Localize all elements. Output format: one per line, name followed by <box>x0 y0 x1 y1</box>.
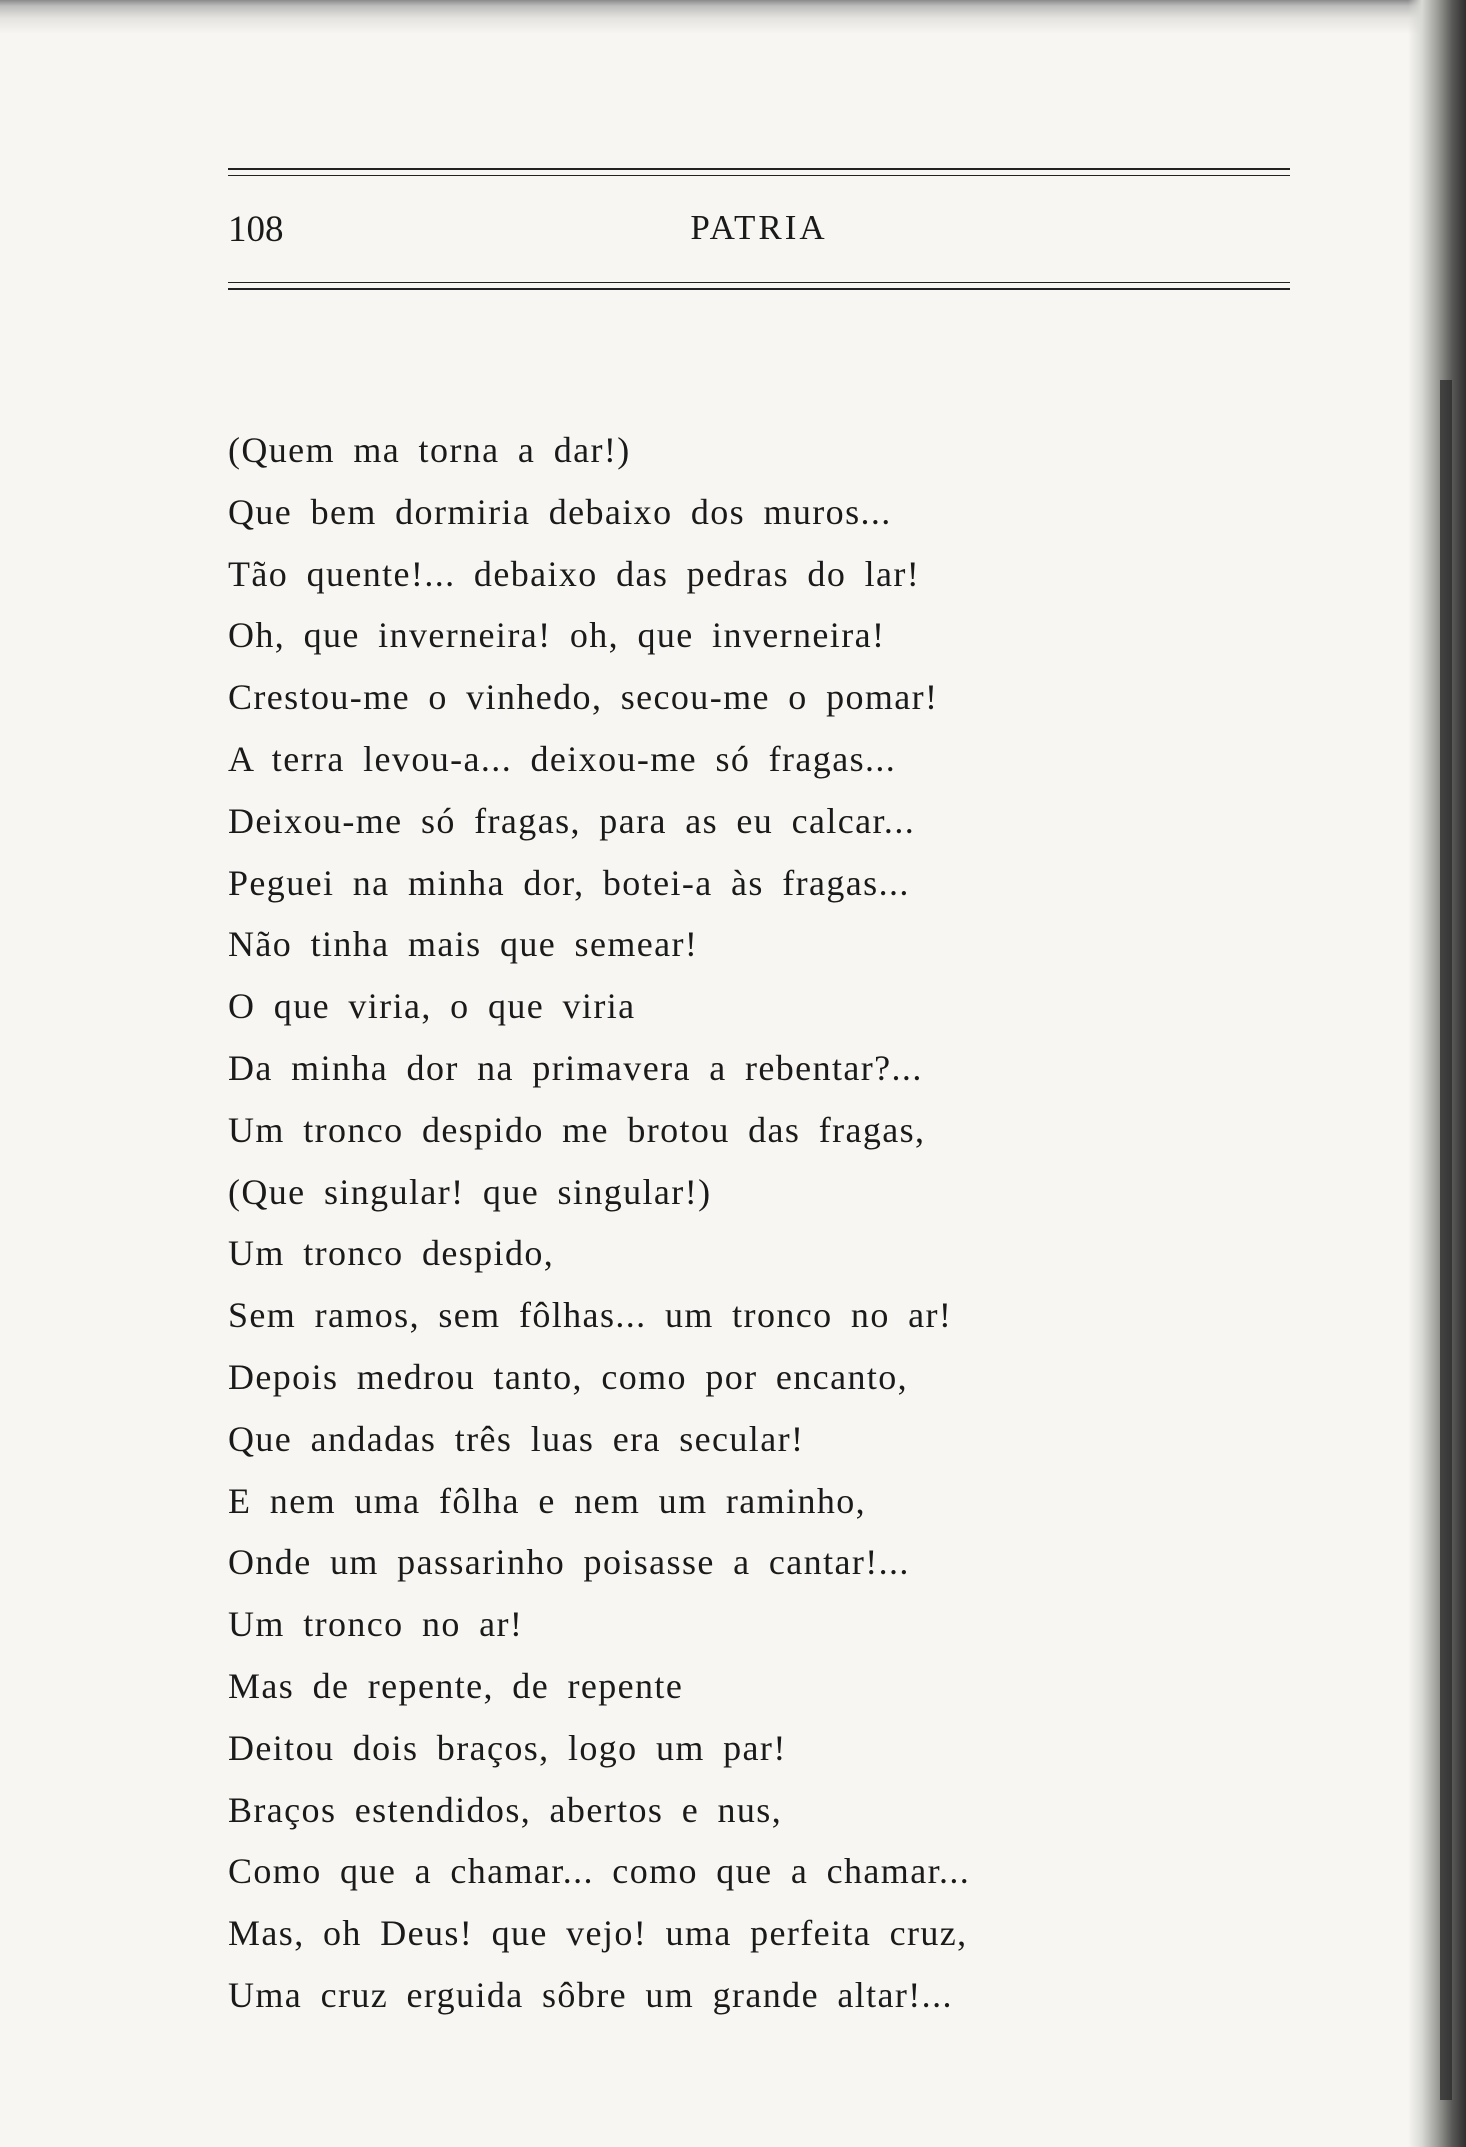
poem-line: Deitou dois braços, logo um par! <box>228 1727 787 1768</box>
poem-line: Tão quente!... debaixo das pedras do lar! <box>228 553 921 594</box>
poem-line: Como que a chamar... como que a chamar... <box>228 1851 971 1892</box>
scan-binding-edge <box>1408 0 1466 2147</box>
scan-top-edge <box>0 0 1466 34</box>
poem-line: Que andadas três luas era secular! <box>228 1418 805 1459</box>
poem-line: Peguei na minha dor, botei-a às fragas... <box>228 862 910 903</box>
poem-text <box>228 420 1128 2027</box>
poem-line: Mas de repente, de repente <box>228 1665 684 1706</box>
header-top-rule <box>228 168 1290 170</box>
poem-line: Um tronco despido, <box>228 1233 555 1274</box>
poem-line: E nem uma fôlha e nem um raminho, <box>228 1480 867 1521</box>
poem-line: Crestou-me o vinhedo, secou-me o pomar! <box>228 677 939 718</box>
header-top-rule-thin <box>228 175 1290 176</box>
poem-line: Deixou-me só fragas, para as eu calcar... <box>228 800 916 841</box>
poem-line: Que bem dormiria debaixo dos muros... <box>228 491 892 532</box>
poem-line: O que viria, o que viria <box>228 986 636 1027</box>
poem-line: Um tronco despido me brotou das fragas, <box>228 1109 926 1150</box>
header-bottom-rule-thin <box>228 282 1290 283</box>
poem-line: Oh, que inverneira! oh, que inverneira! <box>228 615 886 656</box>
running-title: PATRIA <box>690 208 828 247</box>
poem-line: (Quem ma torna a dar!) <box>228 430 631 470</box>
poem-line: A terra levou-a... deixou-me só fragas... <box>228 738 897 779</box>
poem-line: Uma cruz erguida sôbre um grande altar!... <box>228 1974 953 2015</box>
poem-line: Mas, oh Deus! que vejo! uma perfeita cruz, <box>228 1913 968 1954</box>
poem-line: Onde um passarinho poisasse a cantar!... <box>228 1542 910 1583</box>
scan-binding-strip <box>1440 380 1452 2100</box>
poem-line: Braços estendidos, abertos e nus, <box>228 1789 783 1830</box>
poem-line: Não tinha mais que semear! <box>228 924 699 965</box>
poem-line: Um tronco no ar! <box>228 1604 524 1645</box>
poem-line: (Que singular! que singular!) <box>228 1171 712 1212</box>
poem-line: Depois medrou tanto, como por encanto, <box>228 1356 909 1397</box>
poem-line: Sem ramos, sem fôlhas... um tronco no ar! <box>228 1295 953 1336</box>
header-bottom-rule <box>228 288 1290 290</box>
page-number: 108 <box>228 209 284 250</box>
page-header <box>228 196 1290 256</box>
poem-line: Da minha dor na primavera a rebentar?... <box>228 1047 923 1088</box>
